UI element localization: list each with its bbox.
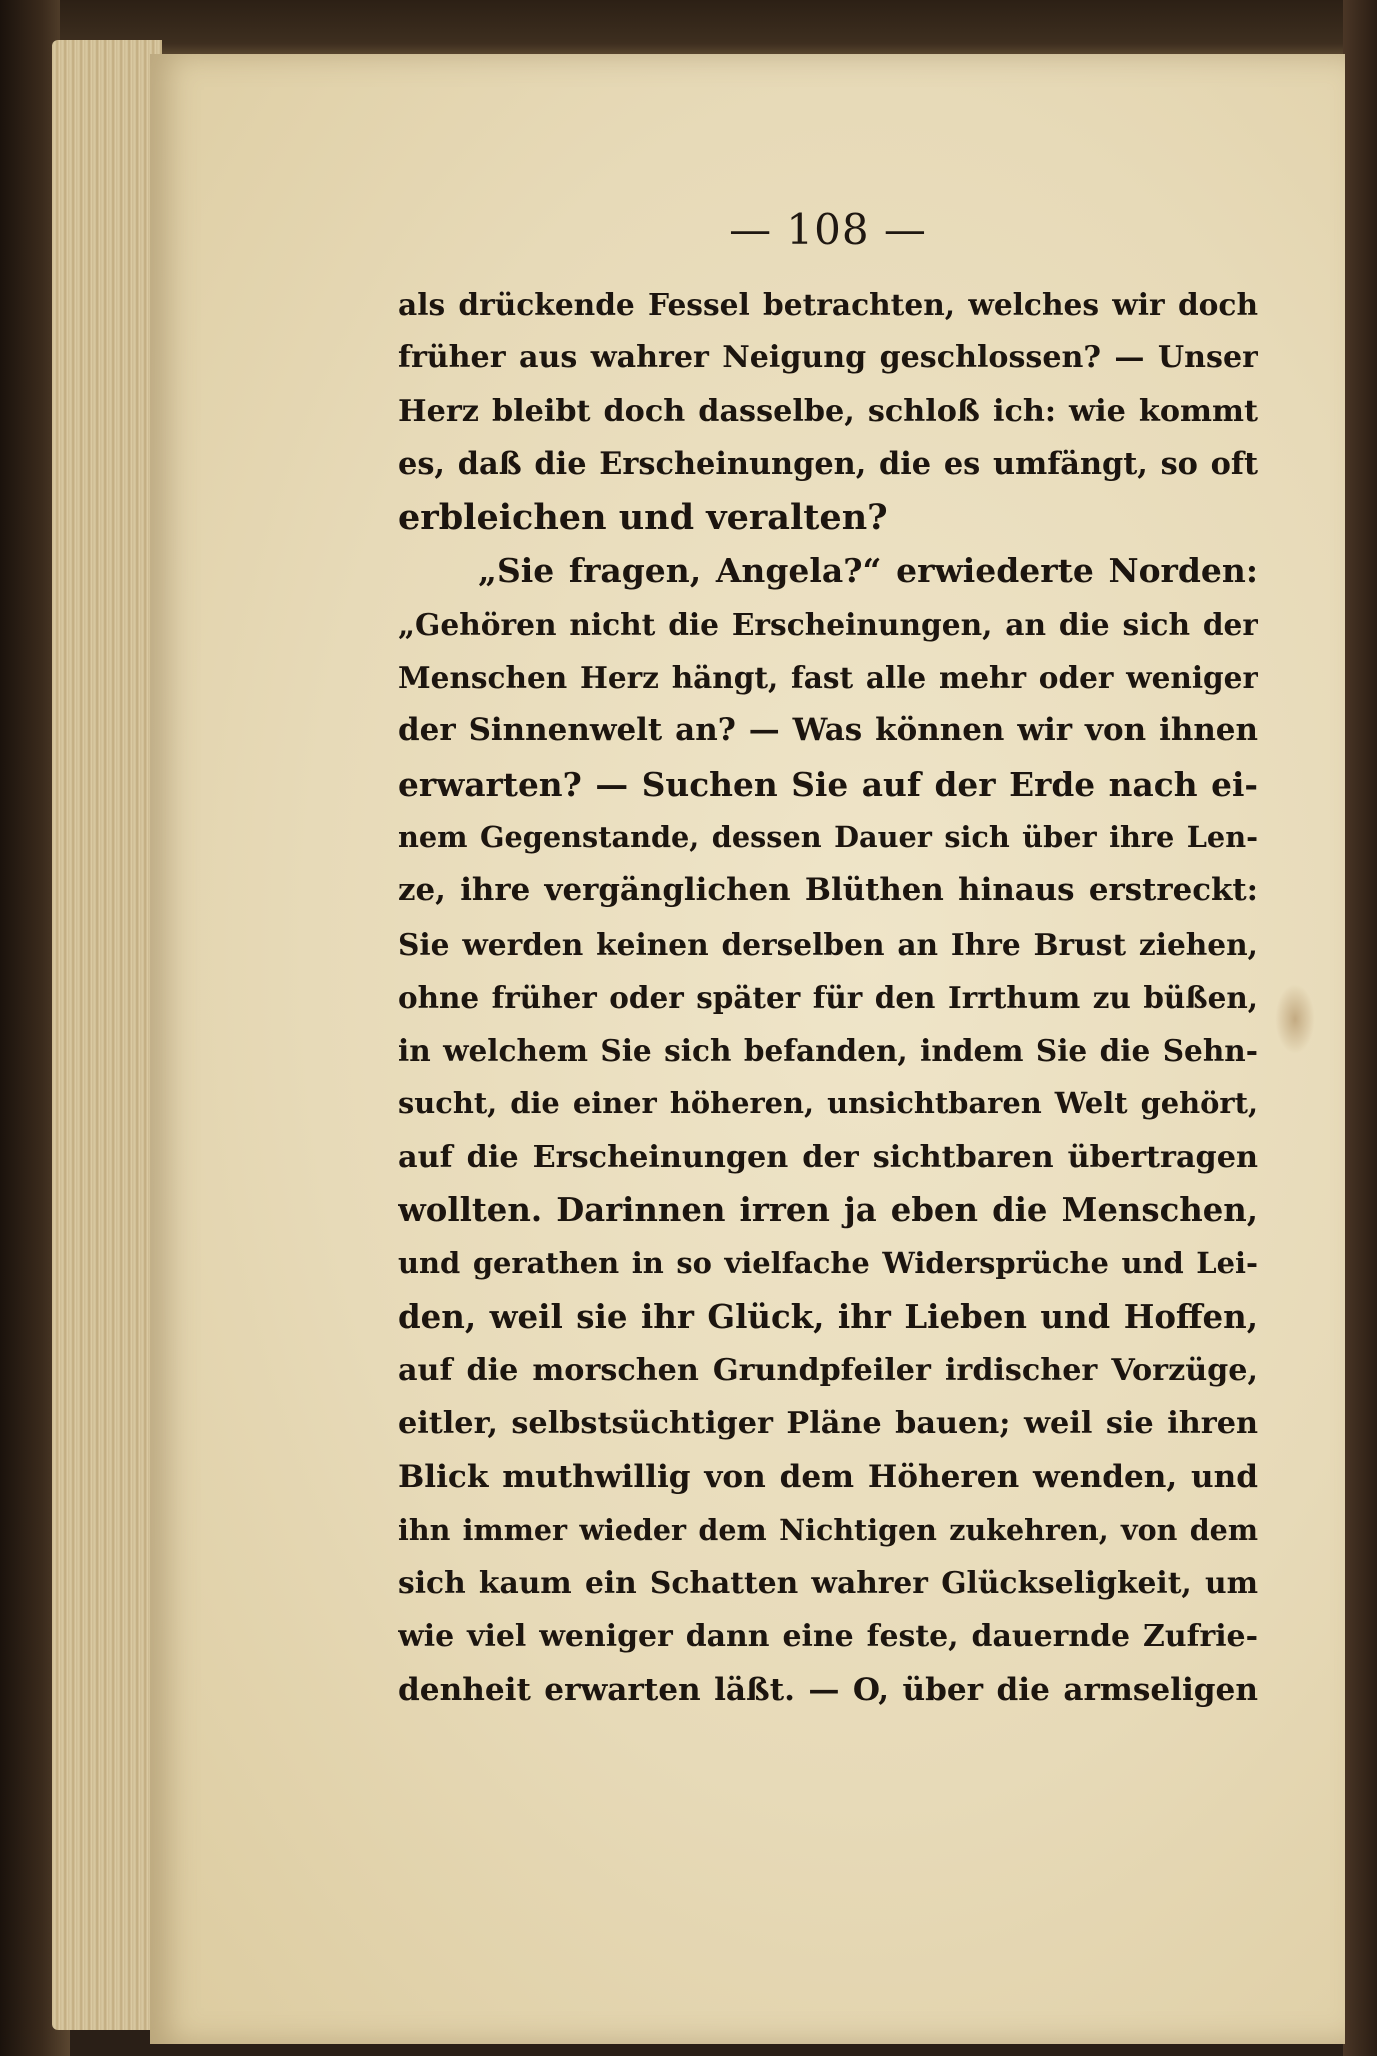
text-line: als drückende Fessel betrachten, welches wir doch: [398, 287, 1258, 322]
text-line: „Sie fragen, Angela?“ erwiederte Norden:: [478, 551, 1258, 591]
text-line: denheit erwarten läßt. — O, über die armseligen: [398, 1671, 1258, 1708]
text-line: auf die morschen Grundpfeiler irdischer Vorzüge,: [398, 1352, 1258, 1388]
text-line: Menschen Herz hängt, fast alle mehr oder weniger: [398, 660, 1258, 696]
text-line: den, weil sie ihr Glück, ihr Lieben und Hoffen,: [398, 1297, 1258, 1336]
text-line: es, daß die Erscheinungen, die es umfängt, so oft: [398, 445, 1258, 482]
text-line: sucht, die einer höheren, unsichtbaren Welt gehört,: [398, 1086, 1258, 1121]
page-edges: [52, 40, 162, 2030]
text-line: Sie werden keinen derselben an Ihre Brust ziehen,: [398, 926, 1258, 962]
text-line: „Gehören nicht die Erscheinungen, an die sich der: [398, 606, 1258, 642]
text-line: wie viel weniger dann eine feste, dauernde Zufrie-: [398, 1619, 1258, 1655]
text-line: in welchem Sie sich befanden, indem Sie die Sehn-: [398, 1033, 1258, 1069]
text-line: der Sinnenwelt an? — Was können wir von ihnen: [398, 712, 1258, 749]
book-cover-right: [1343, 0, 1377, 2056]
text-line: früher aus wahrer Neigung geschlossen? — Unser: [398, 340, 1258, 376]
text-line: und gerathen in so vielfache Widersprüche und Lei-: [398, 1246, 1258, 1281]
text-line: wollten. Darinnen irren ja eben die Menschen,: [398, 1191, 1258, 1230]
text-line: erbleichen und veralten?: [398, 497, 888, 539]
page-body-text: [398, 278, 1258, 1717]
text-line: Blick muthwillig von dem Höheren wenden, und: [398, 1458, 1258, 1495]
text-line: ze, ihre vergänglichen Blüthen hinaus erstreckt:: [398, 872, 1258, 909]
text-line: ihn immer wieder dem Nichtigen zukehren, von dem: [398, 1512, 1258, 1547]
text-line: erwarten? — Suchen Sie auf der Erde nach ei-: [398, 764, 1258, 804]
text-line: nem Gegenstande, dessen Dauer sich über ihre Len-: [398, 819, 1258, 854]
text-line: auf die Erscheinungen der sichtbaren übertragen: [398, 1139, 1258, 1175]
book-cover-top: [60, 0, 1377, 62]
paper-stain: [1275, 984, 1315, 1054]
text-line: Herz bleibt doch dasselbe, schloß ich: wie kommt: [398, 393, 1258, 429]
text-line: eitler, selbstsüchtiger Pläne bauen; weil sie ihren: [398, 1406, 1258, 1442]
text-line: ohne früher oder später für den Irrthum zu büßen,: [398, 979, 1258, 1015]
text-line: sich kaum ein Schatten wahrer Glückseligkeit, um: [398, 1566, 1258, 1602]
page-number-header: — 108 —: [729, 205, 927, 254]
